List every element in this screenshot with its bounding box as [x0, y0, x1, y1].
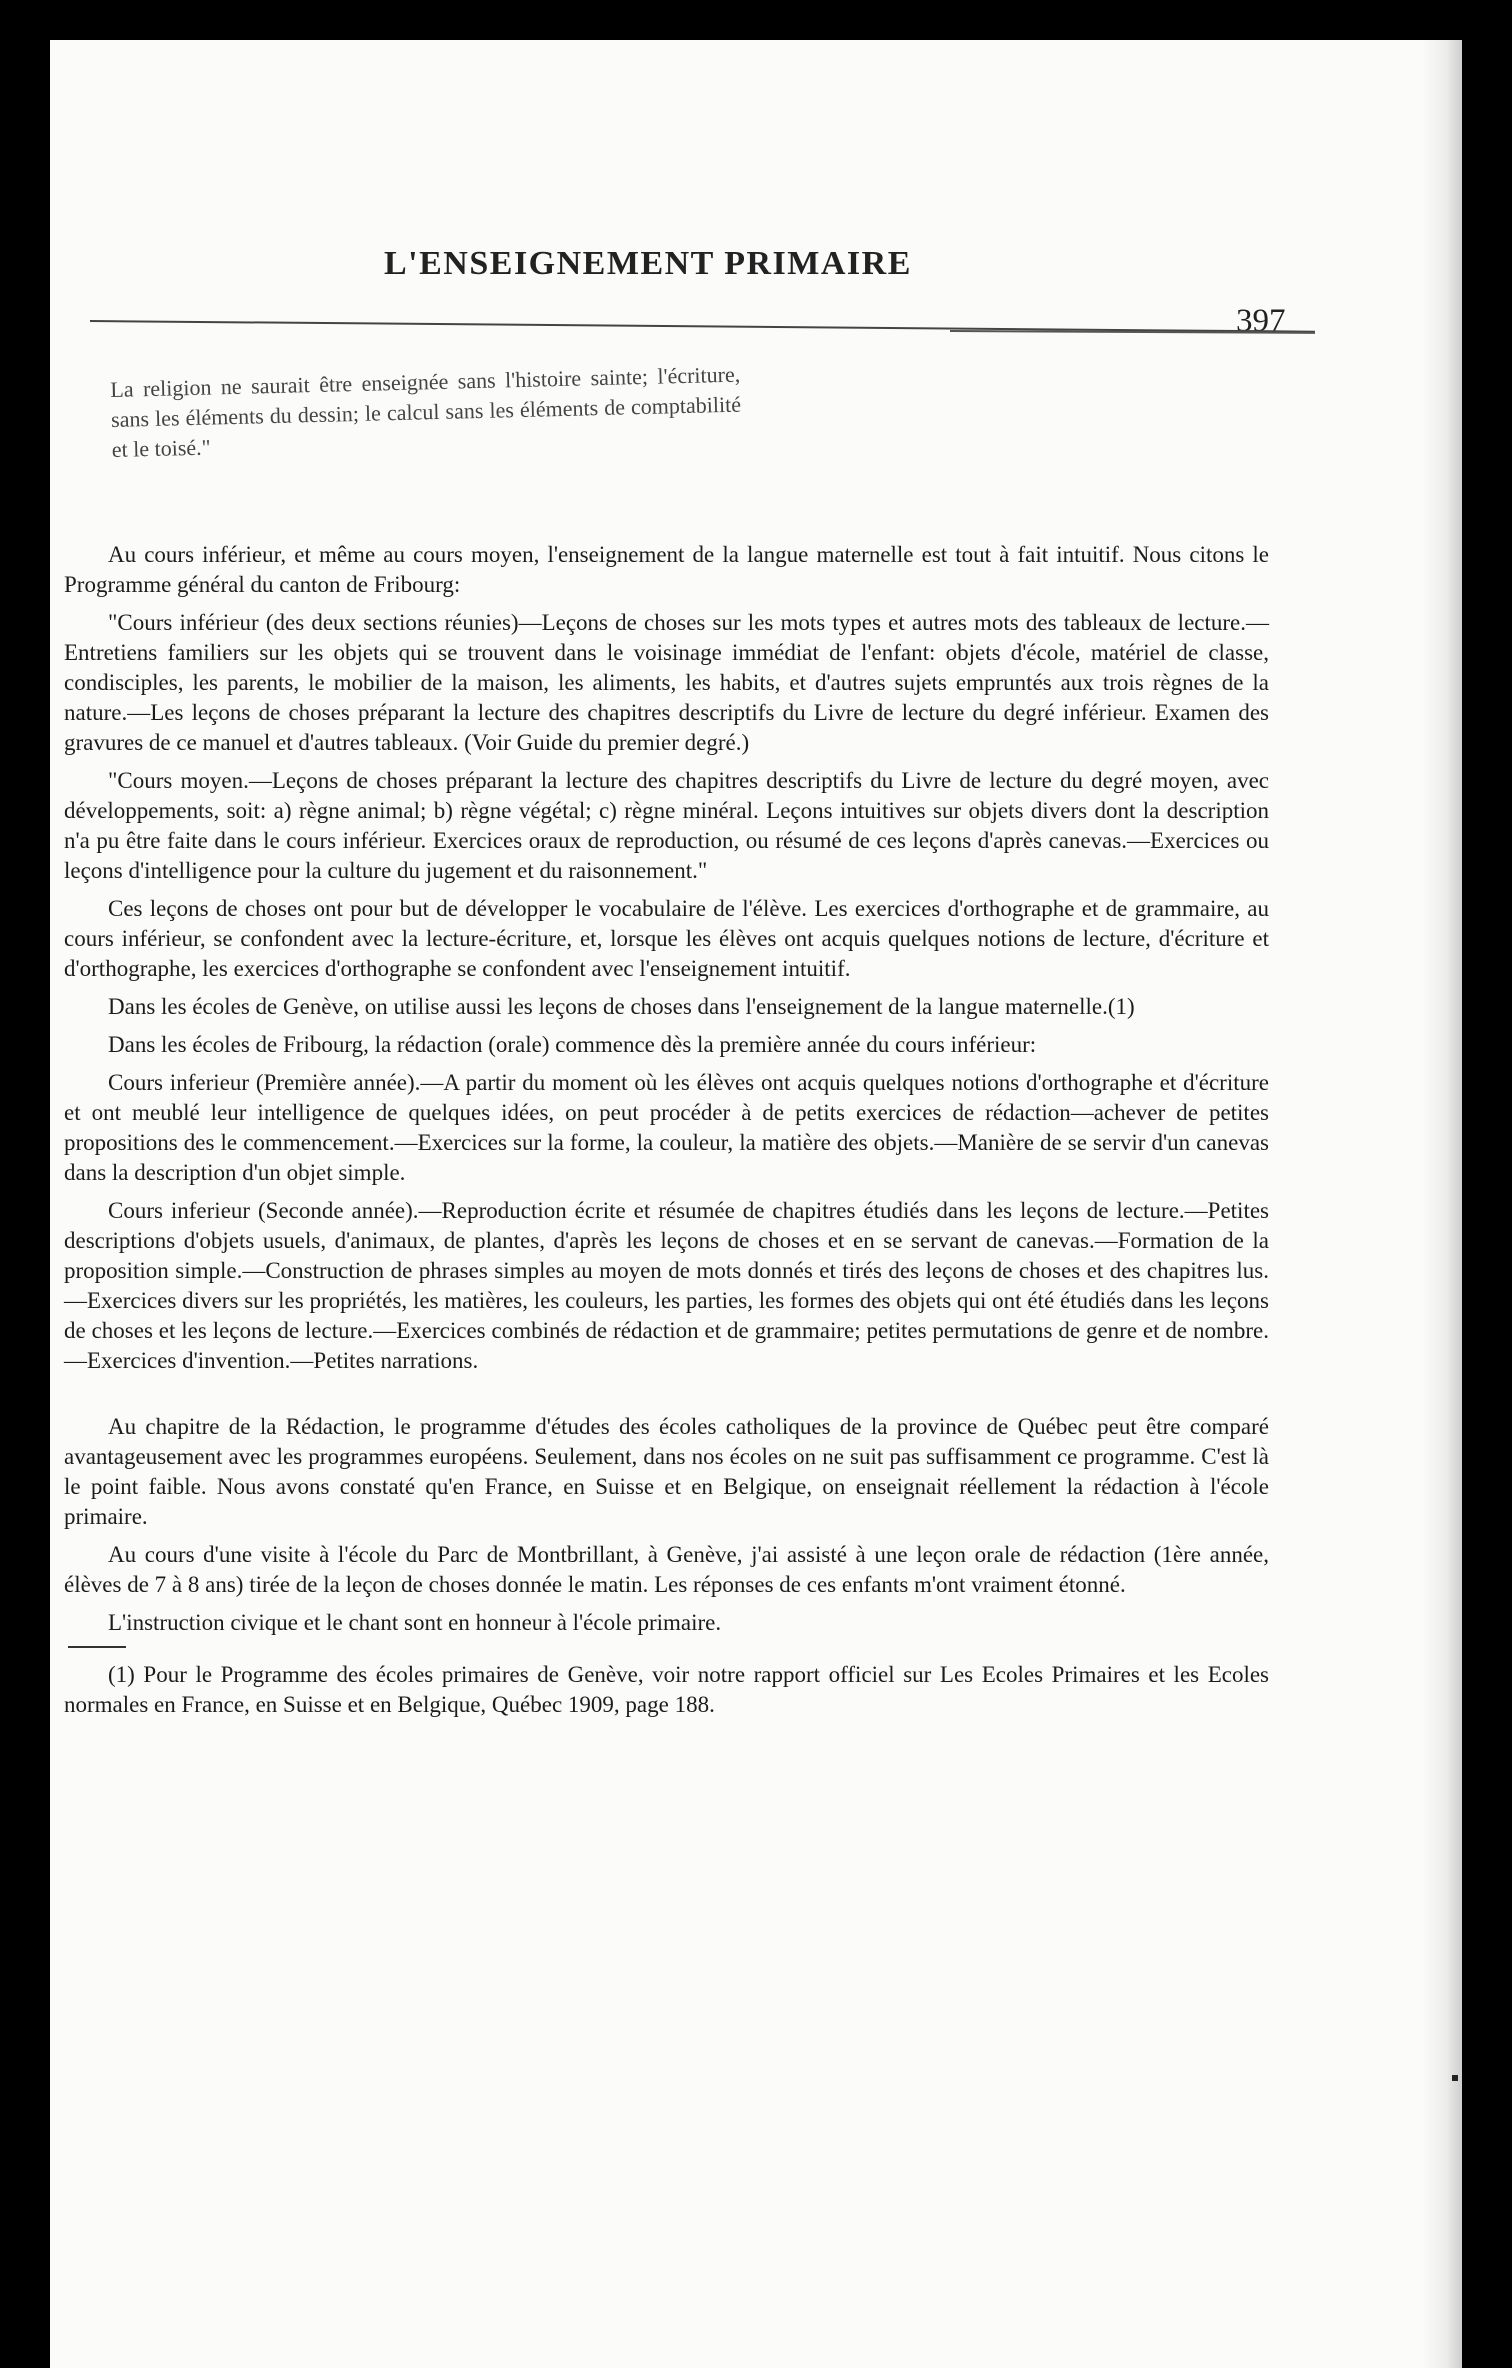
page-number: 397: [1236, 303, 1286, 339]
paragraph: Au cours inférieur, et même au cours moyen, l'enseignement de la langue maternelle est tout à fait intuitif. Nous citons le Programme général du canton de Fribourg:: [64, 542, 1269, 597]
paragraph: "Cours moyen.—Leçons de choses préparant la lecture des chapitres descriptifs du Livre de lecture du degré moyen, avec développements, soit: a) règne animal; b) règne végétal; c) règne minéral. Leçons intuitives sur objets divers dont la description n'a pu être faite dans le cours inférieur. Exercices oraux de reproduction, ou résumé de ces leçons d'après canevas.—Exercices ou leçons d'intelligence pour la culture du jugement et du raisonnement.": [64, 768, 1269, 883]
footnote: (1) Pour le Programme des écoles primaires de Genève, voir notre rapport officiel sur Les Ecoles Primaires et les Ecoles normales en France, en Suisse et en Belgique, Québec 1909, page 188.: [64, 1662, 1269, 1717]
paragraph: Au cours d'une visite à l'école du Parc de Montbrillant, à Genève, j'ai assisté à une leçon orale de rédaction (1ère année, élèves de 7 à 8 ans) tirée de la leçon de choses donnée le matin. Les réponses de ces enfants m'ont vraiment étonné.: [64, 1542, 1269, 1597]
body-text: [64, 540, 1269, 1728]
paragraph: "Cours inférieur (des deux sections réunies)—Leçons de choses sur les mots types et autres mots des tableaux de lecture.—Entretiens familiers sur les objets qui se trouvent dans le voisinage immédiat de l'enfant: objets d'école, matériel de classe, condisciples, les parents, le mobilier de la maison, les aliments, les habits, et d'autres sujets empruntés aux trois règnes de la nature.—Les leçons de choses préparant la lecture des chapitres descriptifs du Livre de lecture du degré inférieur. Examen des gravures de ce manuel et d'autres tableaux. (Voir Guide du premier degré.): [64, 610, 1269, 755]
book-page: [50, 40, 1462, 2368]
paragraph: Ces leçons de choses ont pour but de développer le vocabulaire de l'élève. Les exercices d'orthographe et de grammaire, au cours inférieur, se confondent avec la lecture-écriture, et, lorsque les élèves ont acquis quelques notions de lecture, d'écriture et d'orthographe, les exercices d'orthographe se confondent avec l'enseignement intuitif.: [64, 896, 1269, 981]
footnote-rule: [68, 1646, 126, 1648]
paragraph: Dans les écoles de Genève, on utilise aussi les leçons de choses dans l'enseignement de la langue maternelle.(1): [108, 994, 1135, 1019]
paragraph: L'instruction civique et le chant sont en honneur à l'école primaire.: [108, 1610, 722, 1635]
print-speck: [1452, 2075, 1458, 2081]
paragraph: Dans les écoles de Fribourg, la rédaction (orale) commence dès la première année du cours inférieur:: [108, 1032, 1037, 1057]
running-title: L'ENSEIGNEMENT PRIMAIRE: [384, 245, 912, 282]
paragraph: Cours inferieur (Seconde année).—Reproduction écrite et résumée de chapitres étudiés dans les leçons de lecture.—Petites descriptions d'objets usuels, d'animaux, de plantes, d'après les leçons de choses et en se servant de canevas.—Formation de la proposition simple.—Construction de phrases simples au moyen de mots donnés et tirés des leçons de choses et des chapitres lus.—Exercices divers sur les propriétés, les matières, les couleurs, les parties, les formes des objets qui ont été étudiés dans les leçons de choses et les leçons de lecture.—Exercices combinés de rédaction et de grammaire; petites permutations de genre et de nombre.—Exercices d'invention.—Petites narrations.: [64, 1198, 1269, 1373]
spine-shadow: [1422, 40, 1462, 2368]
paragraph: Au chapitre de la Rédaction, le programme d'études des écoles catholiques de la province de Québec peut être comparé avantageusement avec les programmes européens. Seulement, dans nos écoles on ne suit pas suffisamment ce programme. C'est là le point faible. Nous avons constaté qu'en France, en Suisse et en Belgique, on enseignait réellement la rédaction à l'école primaire.: [64, 1414, 1269, 1529]
quote-fragment: La religion ne saurait être enseignée sans l'histoire sainte; l'écriture, sans les éléments du dessin; le calcul sans les éléments de comptabilité et le toisé.": [110, 361, 742, 462]
paragraph: Cours inferieur (Première année).—A partir du moment où les élèves ont acquis quelques notions d'orthographe et d'écriture et ont meublé leur intelligence de quelques idées, on peut procéder à de petits exercices de rédaction—achever de petites propositions des le commencement.—Exercices sur la forme, la couleur, la matière des objets.—Manière de se servir d'un canevas dans la description d'un objet simple.: [64, 1070, 1269, 1185]
